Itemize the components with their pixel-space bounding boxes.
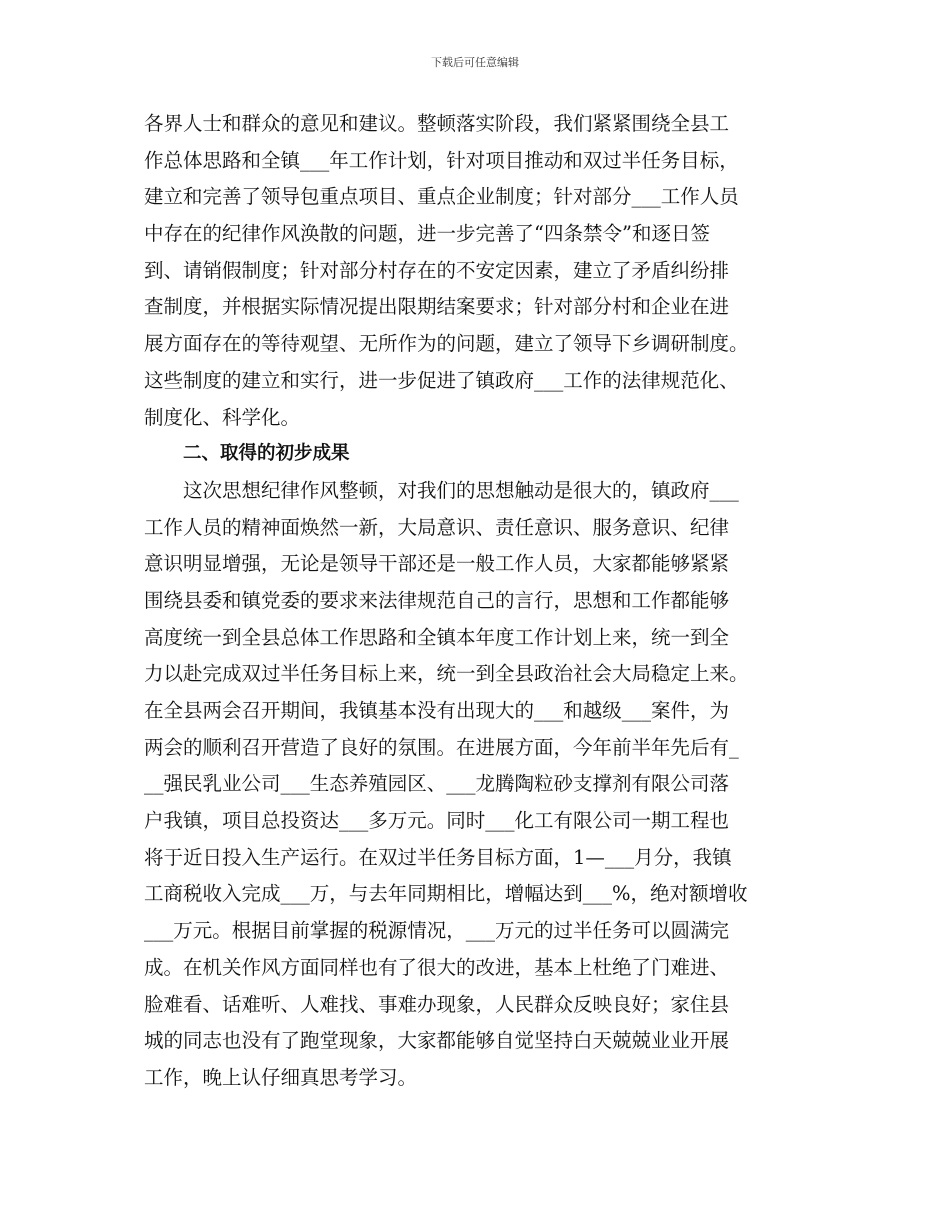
text-line: 这次思想纪律作风整顿，对我们的思想触动是很大的，镇政府___ xyxy=(183,478,739,502)
text-line: ___万元。根据目前掌握的税源情况，___万元的过半任务可以圆满完 xyxy=(144,919,730,943)
text-line: 工商税收入完成___万，与去年同期相比，增幅达到___%，绝对额增收 xyxy=(144,882,748,906)
text-line: 城的同志也没有了跑堂现象，大家都能够自觉坚持白天兢兢业业开展 xyxy=(144,1029,730,1053)
text-line: 这些制度的建立和实行，进一步促进了镇政府___工作的法律规范化、 xyxy=(144,368,739,392)
text-line: 将于近日投入生产运行。在双过半任务目标方面，1—___月分，我镇 xyxy=(144,845,732,869)
text-line: 力以赴完成双过半任务目标上来，统一到全县政治社会大局稳定上来。 xyxy=(144,662,749,686)
text-line: 户我镇，项目总投资达___多万元。同时___化工有限公司一期工程也 xyxy=(144,809,730,833)
text-line: 脸难看、话难听、人难找、事难办现象，人民群众反映良好；家住县 xyxy=(144,992,730,1016)
header-note: 下载后可任意编辑 xyxy=(431,56,519,69)
text-line: 工作人员的精神面焕然一新，大局意识、责任意识、服务意识、纪律 xyxy=(144,515,730,539)
text-line: 工作，晚上认仔细真思考学习。 xyxy=(144,1065,418,1089)
text-line: 作总体思路和全镇___年工作计划，针对项目推动和双过半任务目标， xyxy=(144,148,739,172)
text-line: 制度化、科学化。 xyxy=(144,405,301,429)
text-line: 建立和完善了领导包重点项目、重点企业制度；针对部分___工作人员 xyxy=(144,185,739,209)
text-line: 各界人士和群众的意见和建议。整顿落实阶段，我们紧紧围绕全县工 xyxy=(144,112,730,135)
text-line: 围绕县委和镇党委的要求来法律规范自己的言行，思想和工作都能够 xyxy=(144,588,730,612)
document-body xyxy=(144,106,814,1097)
text-line: 到、请销假制度；针对部分村存在的不安定因素，建立了矛盾纠纷排 xyxy=(144,258,730,282)
text-line: 意识明显增强，无论是领导干部还是一般工作人员，大家都能够紧紧 xyxy=(144,552,730,576)
text-line: 中存在的纪律作风涣散的问题，进一步完善了“四条禁令”和逐日签 xyxy=(144,222,710,246)
text-line: 高度统一到全县总体工作思路和全镇本年度工作计划上来，统一到全 xyxy=(144,625,730,649)
text-line: __强民乳业公司___生态养殖园区、___龙腾陶粒砂支撑剂有限公司落 xyxy=(144,772,730,796)
text-line: 展方面存在的等待观望、无所作为的问题，建立了领导下乡调研制度。 xyxy=(144,332,749,356)
text-line: 成。在机关作风方面同样也有了很大的改进，基本上杜绝了门难进、 xyxy=(144,955,730,979)
section-heading: 二、取得的初步成果 xyxy=(183,443,350,465)
text-line: 两会的顺利召开营造了良好的氛围。在进展方面，今年前半年先后有_ xyxy=(144,735,739,759)
text-line: 在全县两会召开期间，我镇基本没有出现大的___和越级___案件，为 xyxy=(144,699,730,722)
text-line: 查制度，并根据实际情况提出限期结案要求；针对部分村和企业在进 xyxy=(144,295,730,319)
